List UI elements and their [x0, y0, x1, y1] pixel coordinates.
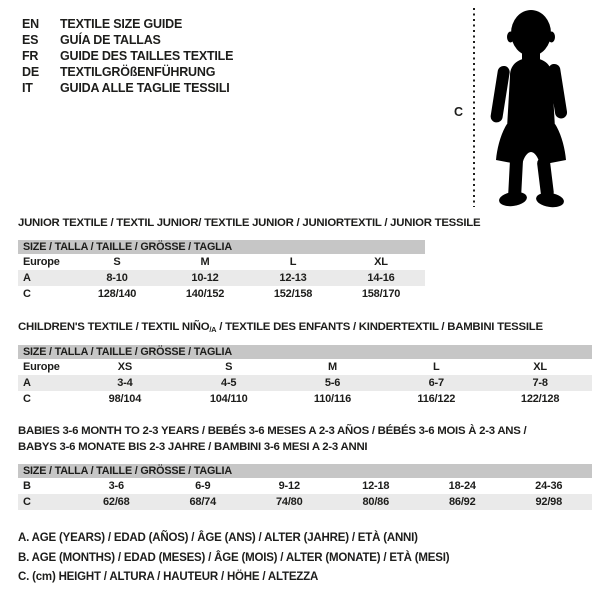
value-cell: 6-7 [428, 377, 444, 389]
value-cell: 92/98 [535, 496, 563, 508]
language-label: GUÍA DE TALLAS [60, 33, 161, 47]
row-label: C [23, 496, 31, 508]
language-code: FR [22, 49, 39, 63]
size-cell: XL [374, 256, 388, 268]
height-marker-line [473, 8, 475, 207]
value-cell: 116/122 [417, 393, 456, 405]
language-list [22, 16, 233, 96]
value-cell: 110/116 [313, 393, 352, 405]
section-title-children [18, 321, 543, 334]
value-cell: 158/170 [361, 288, 401, 300]
value-cell: 86/92 [448, 496, 476, 508]
value-cell: 68/74 [189, 496, 217, 508]
table-row-europe [18, 359, 592, 375]
size-cell: M [328, 361, 337, 373]
value-cell: 14-16 [367, 272, 395, 284]
size-cell: S [225, 361, 233, 373]
value-cell: 122/128 [520, 393, 560, 405]
value-cell: 9-12 [278, 480, 300, 492]
table-row-height [18, 286, 425, 302]
value-cell: 12-13 [279, 272, 307, 284]
size-cell: L [289, 256, 297, 268]
row-label: C [23, 288, 31, 300]
value-cell: 3-6 [108, 480, 124, 492]
row-label: C [23, 393, 31, 405]
size-cell: XS [117, 361, 133, 373]
language-code: IT [22, 81, 33, 95]
title-line-1: BABIES 3-6 MONTH TO 2-3 YEARS / BEBÉS 3-6 MESES A 2-3 AÑOS / BÉBÉS 3-6 MOIS À 2-3 ANS / [18, 425, 527, 437]
note-height: C. (cm) HEIGHT / ALTURA / HAUTEUR / HÖHE / ALTEZZA [18, 571, 319, 583]
value-cell: 6-9 [195, 480, 211, 492]
value-cell: 7-8 [532, 377, 548, 389]
row-label: Europe [23, 361, 60, 373]
value-cell: 128/140 [97, 288, 137, 300]
language-code: DE [22, 65, 39, 79]
legend-notes [18, 529, 449, 588]
language-code: ES [22, 33, 39, 47]
language-label: GUIDE DES TAILLES TEXTILE [60, 49, 234, 63]
value-cell: 74/80 [275, 496, 303, 508]
size-table-header: SIZE / TALLA / TAILLE / GRÖSSE / TAGLIA [18, 240, 425, 254]
value-cell: 140/152 [185, 288, 225, 300]
value-cell: 3-4 [117, 377, 133, 389]
value-cell: 98/104 [108, 393, 142, 405]
baby-silhouette-icon [482, 8, 576, 208]
language-row-fr [22, 48, 233, 64]
note-age-years: A. AGE (YEARS) / EDAD (AÑOS) / ÂGE (ANS) / ALTER (JAHRE) / ETÀ (ANNI) [18, 532, 418, 544]
language-label: TEXTILGRÖßENFÜHRUNG [60, 65, 216, 79]
language-label: TEXTILE SIZE GUIDE [60, 17, 183, 31]
language-row-de [22, 64, 233, 80]
size-cell: S [113, 256, 121, 268]
height-marker-label: C [454, 105, 464, 119]
value-cell: 152/158 [273, 288, 313, 300]
size-table-children [18, 345, 592, 407]
table-row-height [18, 494, 592, 510]
title-line-2: BABYS 3-6 MONATE BIS 2-3 JAHRE / BAMBINI 3-6 MESI A 2-3 ANNI [18, 441, 368, 453]
value-cell: 8-10 [106, 272, 128, 284]
value-cell: 4-5 [221, 377, 237, 389]
value-cell: 12-18 [362, 480, 390, 492]
language-row-es [22, 32, 233, 48]
table-row-age [18, 375, 592, 391]
title-text: / TEXTILE DES ENFANTS / KINDERTEXTIL / BAMBINI TESSILE [216, 321, 543, 333]
size-table-babies [18, 464, 592, 510]
language-code: EN [22, 17, 39, 31]
table-row-age [18, 270, 425, 286]
table-row-months [18, 478, 592, 494]
size-table-header: SIZE / TALLA / TAILLE / GRÖSSE / TAGLIA [18, 345, 592, 359]
title-subscript: /A [209, 325, 217, 334]
value-cell: 62/68 [102, 496, 130, 508]
size-table-junior [18, 240, 425, 302]
note-age-months: B. AGE (MONTHS) / EDAD (MESES) / ÂGE (MOIS) / ALTER (MONATE) / ETÀ (MESI) [18, 551, 450, 564]
size-cell: L [433, 361, 440, 373]
section-title-babies [18, 423, 526, 455]
value-cell: 18-24 [448, 480, 476, 492]
value-cell: 80/86 [362, 496, 390, 508]
value-cell: 5-6 [324, 377, 341, 389]
language-row-en [22, 16, 233, 32]
language-row-it [22, 80, 233, 96]
language-label: GUIDA ALLE TAGLIE TESSILI [60, 81, 230, 95]
row-label: A [23, 377, 31, 389]
value-cell: 24-36 [535, 480, 563, 492]
row-label: B [23, 480, 31, 492]
row-label: A [23, 272, 31, 284]
size-cell: XL [533, 361, 547, 373]
table-row-height [18, 391, 592, 407]
size-cell: M [200, 256, 210, 268]
table-row-europe [18, 254, 425, 270]
title-text: CHILDREN'S TEXTILE / TEXTIL NIÑO [18, 321, 210, 333]
row-label: Europe [23, 256, 60, 268]
section-title-junior: JUNIOR TEXTILE / TEXTIL JUNIOR/ TEXTILE JUNIOR / JUNIORTEXTIL / JUNIOR TESSILE [18, 217, 481, 229]
value-cell: 10-12 [191, 272, 219, 284]
value-cell: 104/110 [209, 393, 248, 405]
size-table-header: SIZE / TALLA / TAILLE / GRÖSSE / TAGLIA [18, 464, 592, 478]
